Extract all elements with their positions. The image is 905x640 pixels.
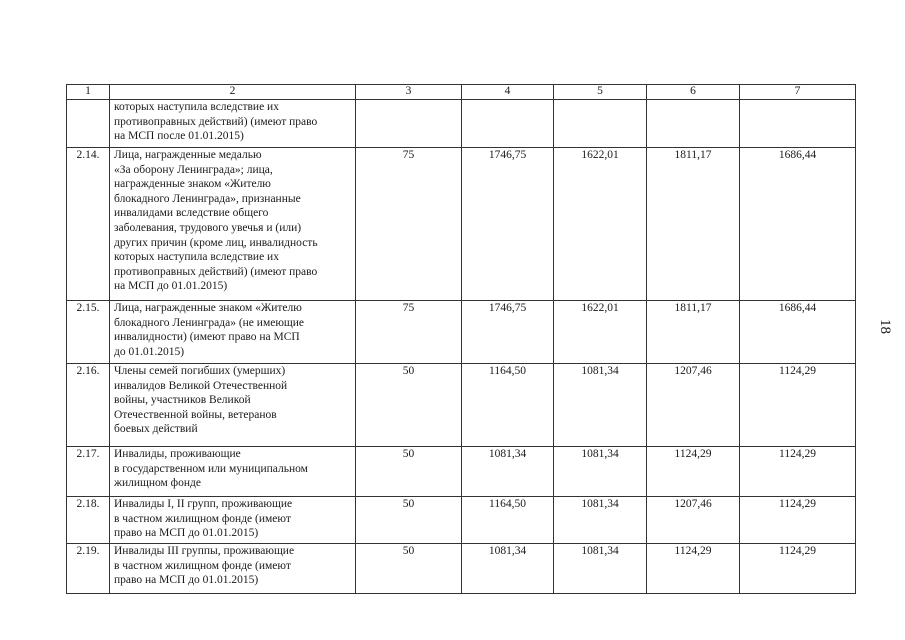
table-row	[67, 148, 856, 301]
value-column-4: 1081,34	[462, 447, 554, 497]
row-number: 2.18.	[67, 497, 110, 544]
description-line: Лица, награжденные знаком «Жителю	[114, 302, 302, 314]
column-number-5: 5	[554, 85, 647, 100]
table-row	[67, 364, 856, 447]
value-column-5: 1081,34	[554, 544, 647, 594]
value-column-7	[740, 100, 856, 148]
description-line: инвалидов Великой Отечественной	[114, 379, 288, 392]
row-number: 2.16.	[67, 364, 110, 447]
description-line: право на МСП до 01.01.2015)	[114, 527, 259, 540]
description-line: «За оборону Ленинграда»; лица,	[114, 163, 273, 176]
value-column-5: 1081,34	[554, 497, 647, 544]
description-line: противоправных действий) (имеют право	[114, 265, 318, 278]
description-line: противоправных действий) (имеют право	[114, 115, 318, 128]
description-line: боевых действий	[114, 423, 198, 436]
benefits-table	[66, 84, 856, 594]
description-line: войны, участников Великой	[114, 394, 251, 407]
value-column-5: 1622,01	[554, 301, 647, 364]
value-column-7: 1124,29	[740, 497, 856, 544]
description-line: блокадного Ленинграда», признанные	[114, 192, 301, 205]
column-number-4: 4	[462, 85, 554, 100]
value-column-4: 1746,75	[462, 148, 554, 301]
value-column-6: 1207,46	[647, 497, 740, 544]
column-number-7: 7	[740, 85, 856, 100]
row-number: 2.17.	[67, 447, 110, 497]
row-number: 2.15.	[67, 301, 110, 364]
row-number: 2.19.	[67, 544, 110, 594]
description-line: инвалидности) (имеют право на МСП	[114, 331, 300, 344]
value-column-3	[356, 100, 462, 148]
description-line: Инвалиды, проживающие	[114, 448, 241, 460]
column-number-3: 3	[356, 85, 462, 100]
category-description	[110, 301, 356, 364]
category-description	[110, 364, 356, 447]
description-line: которых наступила вследствие их	[114, 251, 279, 264]
page-number: 18	[877, 319, 893, 334]
column-number-1: 1	[67, 85, 110, 100]
description-line: Отечественной войны, ветеранов	[114, 408, 277, 421]
value-column-4	[462, 100, 554, 148]
description-line: в частном жилищном фонде (имеют	[114, 559, 291, 572]
description-line: жилищном фонде	[114, 477, 201, 490]
value-column-3: 50	[356, 447, 462, 497]
description-line: Инвалиды I, II групп, проживающие	[114, 498, 293, 510]
value-column-7: 1124,29	[740, 447, 856, 497]
value-column-7: 1124,29	[740, 364, 856, 447]
column-number-6: 6	[647, 85, 740, 100]
category-description	[110, 447, 356, 497]
category-description	[110, 544, 356, 594]
description-line: других причин (кроме лиц, инвалидность	[114, 236, 318, 249]
value-column-4: 1164,50	[462, 364, 554, 447]
value-column-6: 1811,17	[647, 148, 740, 301]
value-column-6: 1207,46	[647, 364, 740, 447]
table-row	[67, 301, 856, 364]
table-row	[67, 100, 856, 148]
description-line: Члены семей погибших (умерших)	[114, 365, 286, 377]
value-column-4: 1081,34	[462, 544, 554, 594]
row-number: 2.14.	[67, 148, 110, 301]
table-row	[67, 544, 856, 594]
value-column-3: 50	[356, 364, 462, 447]
description-line: право на МСП до 01.01.2015)	[114, 574, 259, 587]
value-column-3: 75	[356, 301, 462, 364]
value-column-4: 1746,75	[462, 301, 554, 364]
value-column-6: 1124,29	[647, 447, 740, 497]
description-line: заболевания, трудового увечья и (или)	[114, 221, 302, 234]
row-number	[67, 100, 110, 148]
description-line: до 01.01.2015)	[114, 345, 185, 358]
value-column-3: 50	[356, 544, 462, 594]
table-body	[67, 85, 856, 594]
value-column-7: 1686,44	[740, 148, 856, 301]
value-column-5: 1622,01	[554, 148, 647, 301]
description-line: на МСП после 01.01.2015)	[114, 130, 244, 143]
value-column-6: 1124,29	[647, 544, 740, 594]
table-row	[67, 447, 856, 497]
category-description	[110, 148, 356, 301]
column-number-row	[67, 85, 856, 100]
value-column-6	[647, 100, 740, 148]
value-column-5	[554, 100, 647, 148]
description-line: Инвалиды III группы, проживающие	[114, 545, 295, 557]
description-line: награжденные знаком «Жителю	[114, 178, 271, 191]
table-row	[67, 497, 856, 544]
value-column-3: 50	[356, 497, 462, 544]
value-column-4: 1164,50	[462, 497, 554, 544]
description-line: инвалидами вследствие общего	[114, 207, 269, 220]
description-line: Лица, награжденные медалью	[114, 149, 262, 161]
description-line: на МСП до 01.01.2015)	[114, 280, 228, 293]
description-line: в государственном или муниципальном	[114, 462, 308, 475]
value-column-6: 1811,17	[647, 301, 740, 364]
value-column-7: 1124,29	[740, 544, 856, 594]
description-line: блокадного Ленинграда» (не имеющие	[114, 316, 305, 329]
value-column-5: 1081,34	[554, 447, 647, 497]
category-description	[110, 497, 356, 544]
category-description	[110, 100, 356, 148]
description-line: в частном жилищном фонде (имеют	[114, 512, 291, 525]
column-number-2: 2	[110, 85, 356, 100]
value-column-5: 1081,34	[554, 364, 647, 447]
description-line: которых наступила вследствие их	[114, 101, 279, 113]
value-column-3: 75	[356, 148, 462, 301]
value-column-7: 1686,44	[740, 301, 856, 364]
